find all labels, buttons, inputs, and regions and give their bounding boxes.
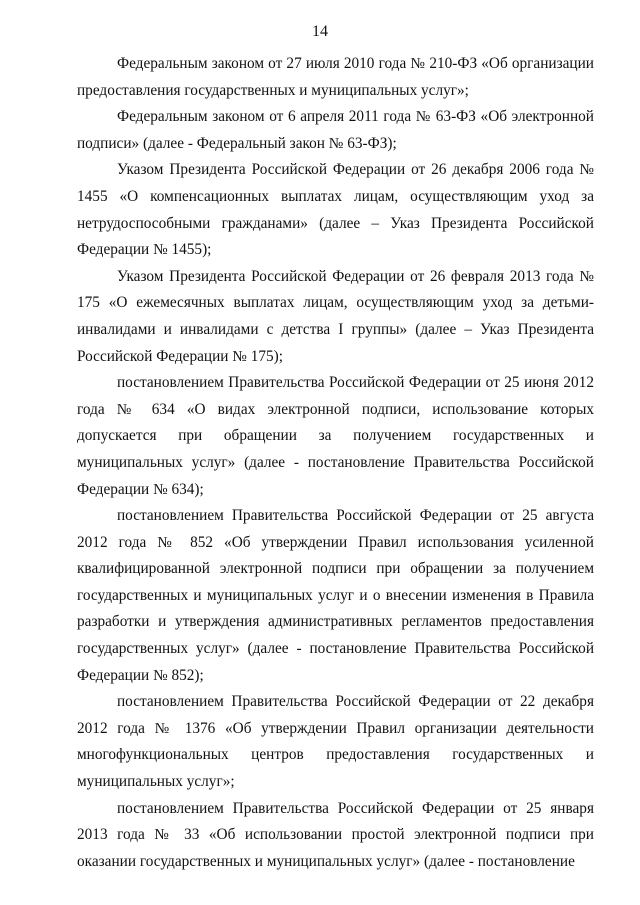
document-body — [77, 51, 594, 875]
paragraph-resolution-1376: постановлением Правительства Российской Федерации от 22 декабря 2012 года № 1376 «Об утверждении Правил организации деятельности многофункциональных центров предоставления государственных и муниципальных услуг»; — [77, 693, 594, 791]
paragraph-law-63-fz: Федеральным законом от 6 апреля 2011 года № 63-ФЗ «Об электронной подписи» (далее - Федеральный закон № 63-ФЗ); — [77, 108, 594, 152]
paragraph-resolution-33: постановлением Правительства Российской Федерации от 25 января 2013 года № 33 «Об использовании простой электронной подписи при оказании государственных и муниципальных услуг» (далее - постановление — [77, 799, 594, 870]
paragraph-decree-175: Указом Президента Российской Федерации от 26 февраля 2013 года № 175 «О ежемесячных выплатах лицам, осуществляющим уход за детьми-инвалидами и инвалидами с детства I группы» (далее – Указ Президента Российской Федерации № 175); — [77, 267, 594, 365]
paragraph-resolution-634: постановлением Правительства Российской Федерации от 25 июня 2012 года № 634 «О видах электронной подписи, использование которых допускается при обращении за получением государственных и муниципальных услуг» (далее - постановление Правительства Российской Федерации № 634); — [77, 374, 594, 498]
paragraph-law-210-fz: Федеральным законом от 27 июля 2010 года № 210-ФЗ «Об организации предоставления государственных и муниципальных услуг»; — [77, 55, 594, 99]
paragraph-resolution-852: постановлением Правительства Российской Федерации от 25 августа 2012 года № 852 «Об утверждении Правил использования усиленной квалифицированной электронной подписи при обращении за получением государственных и муниципальных услуг и о внесении изменения в Правила разработки и утверждения административных регламентов предоставления государственных услуг» (далее - постановление Правительства Российской Федерации № 852); — [77, 507, 594, 684]
paragraph-decree-1455: Указом Президента Российской Федерации от 26 декабря 2006 года № 1455 «О компенсационных выплатах лицам, осуществляющим уход за нетрудоспособными гражданами» (далее – Указ Президента Российской Федерации № 1455); — [77, 161, 594, 259]
page-number: 14 — [312, 23, 328, 40]
